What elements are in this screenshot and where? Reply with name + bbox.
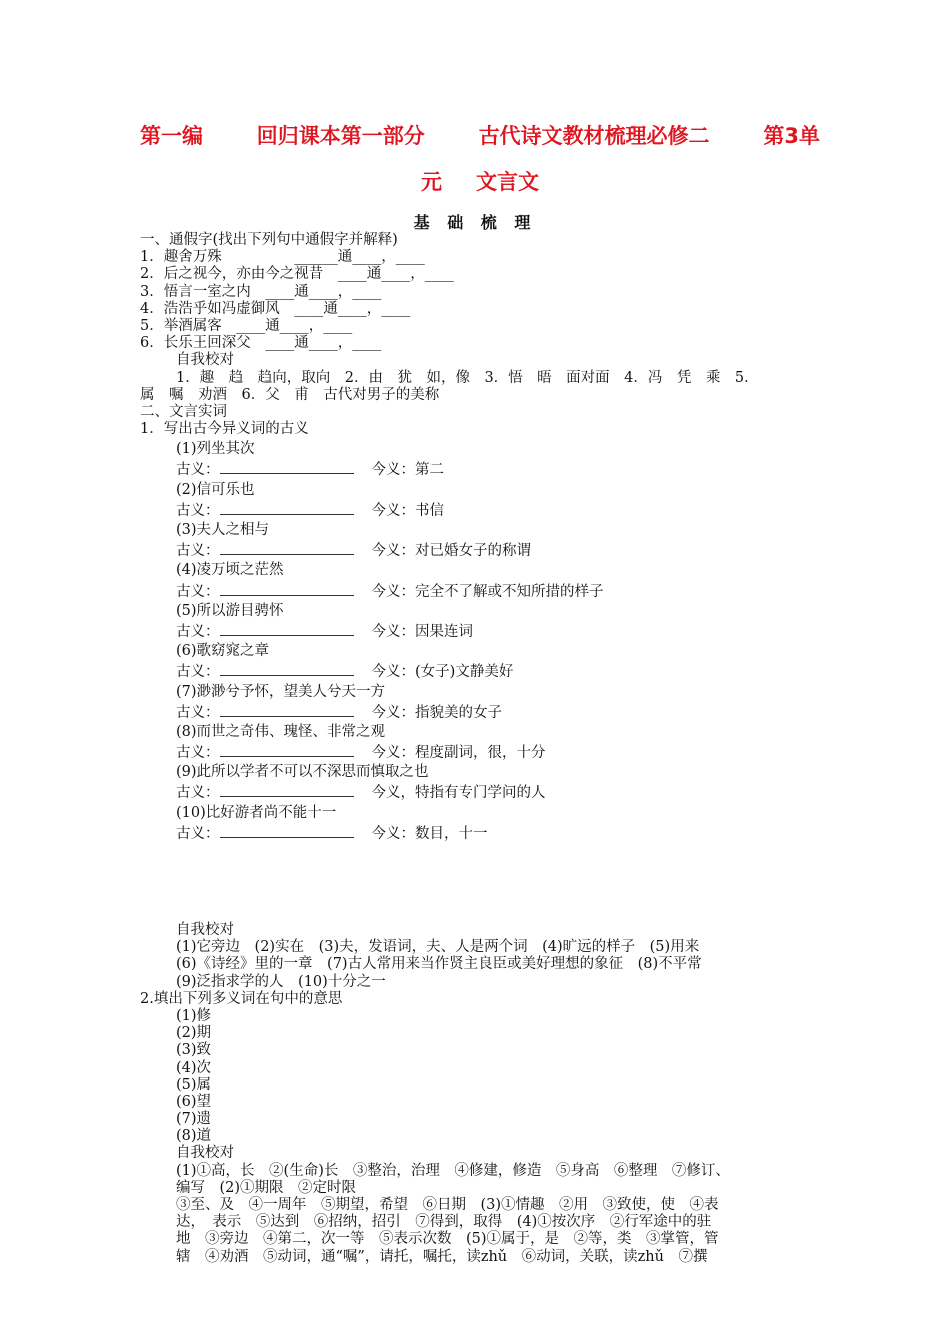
modern-meaning: 今义：完全不了解或不知所措的样子 xyxy=(371,583,604,600)
modern-meaning: 今义：书信 xyxy=(371,502,444,519)
meaning-row xyxy=(140,663,820,680)
meaning-row xyxy=(140,825,820,842)
archaic-word-sentence: (10)比好游者尚不能十一 xyxy=(176,804,337,821)
exercise-item: 2．后之视今，亦由今之视昔 ____通____，____ xyxy=(140,266,454,283)
archaic-meaning-label: 古义： xyxy=(176,583,220,600)
archaic-word-sentence: (3)夫人之相与 xyxy=(176,522,270,538)
check-label: 自我校对 xyxy=(176,352,234,369)
archaic-word-sentence: (1)列坐其次 xyxy=(176,441,255,458)
archaic-meaning-label: 古义： xyxy=(176,502,220,519)
answer-blank[interactable] xyxy=(220,704,354,717)
exercise-item: 1．趣舍万殊 ______通____，____ xyxy=(140,249,425,266)
sub-heading: 1．写出古今异义词的古义 xyxy=(140,421,309,438)
answer-line: 属 嘱 劝酒 6．父 甫 古代对男子的美称 xyxy=(140,386,440,403)
section-heading: 二、文言实词 xyxy=(140,403,227,420)
archaic-meaning-label: 古义： xyxy=(176,704,220,721)
meaning-row xyxy=(140,583,820,600)
section-subtitle: 基 础 梳 理 xyxy=(413,213,537,232)
archaic-meaning-label: 古义： xyxy=(176,623,220,640)
exercise-item: 5．举酒属客 ____通____，____ xyxy=(140,317,353,334)
answer-blank[interactable] xyxy=(220,663,354,676)
answer-line: 地 ③旁边 ④第二，次一等 ⑤表示次数 (5)①属于，是 ②等，类 ③掌管，管 xyxy=(176,1231,719,1248)
answer-line: ③至、及 ④一周年 ⑤期望，希望 ⑥日期 (3)①情趣 ②用 ③致使，使 ④表 xyxy=(176,1197,719,1213)
meaning-row xyxy=(140,784,820,801)
meaning-row xyxy=(140,744,820,761)
meaning-row xyxy=(140,704,820,721)
archaic-word-sentence: (5)所以游目骋怀 xyxy=(176,602,284,619)
polysemy-word: (5)属 xyxy=(176,1076,212,1093)
archaic-meaning-label: 古义： xyxy=(176,785,220,802)
answer-line: 1．趣 趋 趋向，取向 2．由 犹 如，像 3．悟 晤 面对面 4．冯 凭 乘 5． xyxy=(176,369,759,386)
answer-blank[interactable] xyxy=(220,502,354,515)
archaic-word-sentence: (8)而世之奇伟、瑰怪、非常之观 xyxy=(176,723,386,740)
section-heading: 一、通假字(找出下列句中通假字并解释) xyxy=(140,232,398,248)
title-part: 回归课本第一部分 xyxy=(256,124,425,148)
answer-blank[interactable] xyxy=(220,542,354,555)
modern-meaning: 今义：数目，十一 xyxy=(371,825,488,842)
polysemy-word: (8)道 xyxy=(176,1128,212,1145)
answer-line: (9)泛指求学的人 (10)十分之一 xyxy=(176,973,386,990)
check-label: 自我校对 xyxy=(176,1145,234,1162)
modern-meaning: 今义：对已婚女子的称谓 xyxy=(371,543,531,560)
answer-line: (6)《诗经》里的一章 (7)古人常用来当作贤主良臣或美好理想的象征 (8)不平常 xyxy=(176,956,702,973)
archaic-meaning-list xyxy=(140,441,820,842)
archaic-word-sentence: (2)信可乐也 xyxy=(176,481,255,498)
archaic-meaning-label: 古义： xyxy=(176,462,220,479)
answer-line: 达， 表示 ⑤达到 ⑥招纳，招引 ⑦得到，取得 (4)①按次序 ②行军途中的驻 xyxy=(176,1214,712,1231)
answer-blank[interactable] xyxy=(220,461,354,474)
modern-meaning: 今义：(女子)文静美好 xyxy=(371,664,514,681)
archaic-meaning-label: 古义： xyxy=(176,745,220,762)
answer-blank[interactable] xyxy=(220,825,354,838)
archaic-word-sentence: (6)歌窈窕之章 xyxy=(176,643,270,660)
answer-blank[interactable] xyxy=(220,583,354,596)
polysemy-word: (2)期 xyxy=(176,1025,212,1042)
answer-line: (1)它旁边 (2)实在 (3)夫，发语词，夫、人是两个词 (4)旷远的样子 (5)用来 xyxy=(176,939,700,956)
archaic-meaning-label: 古义： xyxy=(176,664,220,681)
meaning-row xyxy=(140,623,820,640)
meaning-row xyxy=(140,502,820,519)
document-title-line1 xyxy=(140,122,820,150)
answer-blank[interactable] xyxy=(220,623,354,636)
polysemy-word: (4)次 xyxy=(176,1059,212,1076)
answer-line: 辖 ④劝酒 ⑤动词，通“嘱”，请托，嘱托，读zhǔ ⑥动词，关联，读zhǔ ⑦撰 xyxy=(176,1248,708,1265)
archaic-meaning-label: 古义： xyxy=(176,543,220,560)
exercise-item: 4．浩浩乎如冯虚御风 ____通____，____ xyxy=(140,300,411,317)
modern-meaning: 今义：指貌美的女子 xyxy=(371,704,502,721)
answer-line: (1)①高，长 ②(生命)长 ③整治，治理 ④修建，修造 ⑤身高 ⑥整理 ⑦修订、 xyxy=(176,1162,730,1179)
exercise-item: 3．悟言一室之内 ____通____，____ xyxy=(140,283,382,300)
title-part: 文言文 xyxy=(476,170,539,194)
meaning-row xyxy=(140,461,820,478)
sub-heading: 2.填出下列多义词在句中的意思 xyxy=(140,990,343,1007)
archaic-meaning-label: 古义： xyxy=(176,825,220,842)
answer-blank[interactable] xyxy=(220,744,354,757)
title-part: 元 xyxy=(421,170,442,194)
archaic-word-sentence: (7)渺渺兮予怀，望美人兮天一方 xyxy=(176,683,386,700)
modern-meaning: 今义，特指有专门学问的人 xyxy=(371,785,546,802)
archaic-word-sentence: (4)凌万顷之茫然 xyxy=(176,562,284,579)
check-label: 自我校对 xyxy=(176,922,234,938)
polysemy-word: (3)致 xyxy=(176,1042,212,1059)
modern-meaning: 今义：因果连词 xyxy=(371,623,473,640)
polysemy-word: (6)望 xyxy=(176,1093,212,1110)
document-body xyxy=(140,232,820,1266)
archaic-word-sentence: (9)此所以学者不可以不深思而慎取之也 xyxy=(176,764,429,781)
polysemy-word: (1)修 xyxy=(176,1007,212,1024)
document-title-line2 xyxy=(140,168,820,196)
polysemy-word: (7)遗 xyxy=(176,1111,212,1128)
title-part: 第3单 xyxy=(763,124,820,148)
answer-blank[interactable] xyxy=(220,784,354,797)
modern-meaning: 今义：第二 xyxy=(371,462,444,479)
exercise-item: 6．长乐王回深父 ____通____，____ xyxy=(140,335,382,352)
title-part: 第一编 xyxy=(140,124,203,148)
title-part: 古代诗文教材梳理必修二 xyxy=(478,124,710,148)
answer-line: 编写 (2)①期限 ②定时限 xyxy=(176,1179,357,1196)
modern-meaning: 今义：程度副词，很，十分 xyxy=(371,745,546,762)
meaning-row xyxy=(140,542,820,559)
